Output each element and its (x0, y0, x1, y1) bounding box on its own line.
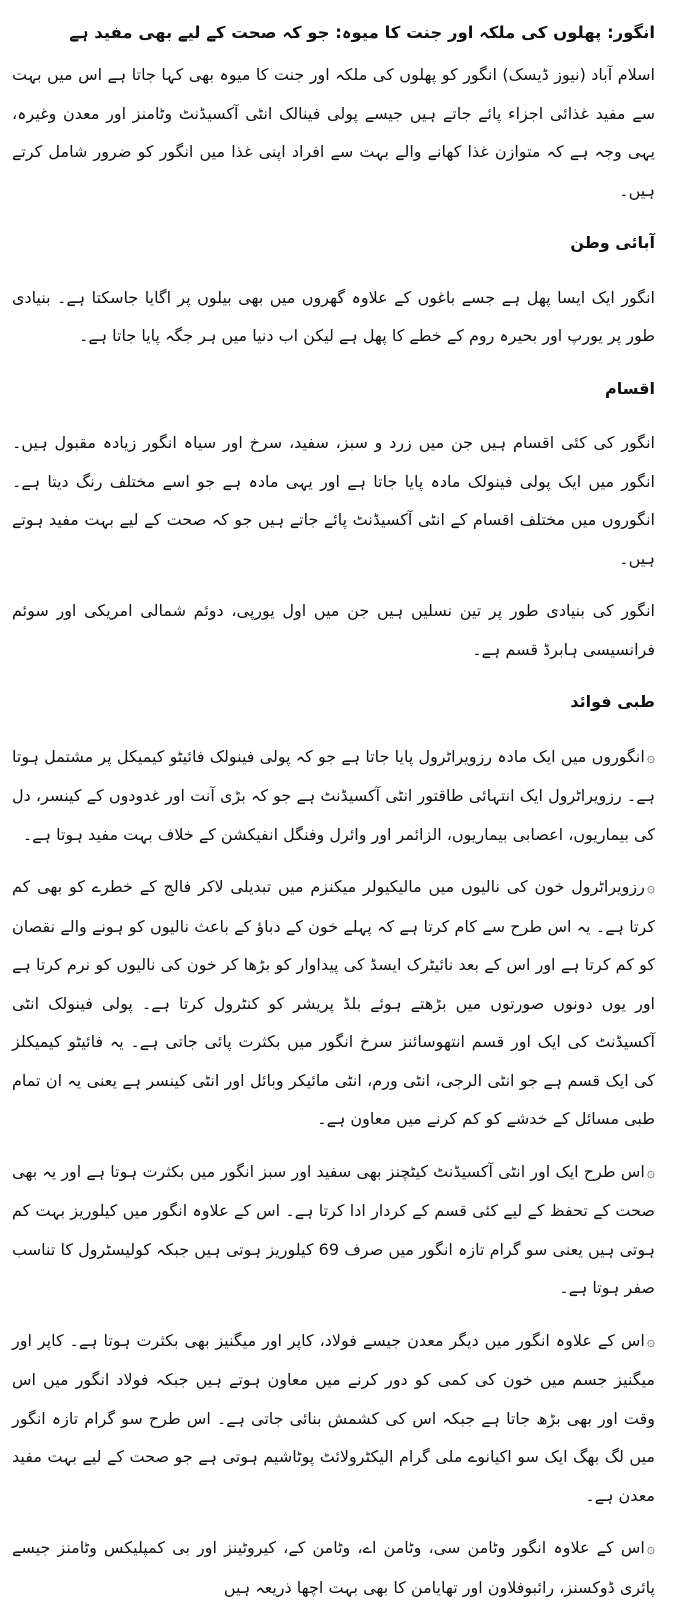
origin-paragraph: انگور ایک ایسا پھل ہے جسے باغوں کے علاوہ گھروں میں بھی بیلوں پر اگایا جاسکتا ہے۔ بنیادی طور پر یورپ اور بحیرہ روم کے خطے کا پھل ہے لیکن اب دنیا میں ہر جگہ پایا جاتا ہے۔ (12, 287, 655, 345)
ornament-bullet-icon: ۞ (646, 749, 655, 766)
ornament-bullet-icon: ۞ (646, 880, 655, 896)
benefit-text: انگوروں میں ایک مادہ رزویراٹرول پایا جاتا ہے جو کہ پولی فینولک فائیٹو کیمیکل پر مشتمل ہوتا ہے۔ رزویراٹرول ایک انتہائی طاقتور انٹی آکسیڈنٹ ہے جو کہ بڑی آنت اور غدودوں کے کینسر، دل کی بیماریوں، اعصابی بیماریوں، الزائمر اور وائرل وفنگل انفیکشن کے خلاف بہت مفید ہوتا ہے۔ (12, 746, 655, 844)
intro-paragraph: اسلام آباد (نیوز ڈیسک) انگور کو پھلوں کی ملکہ اور جنت کا میوہ بھی کہا جاتا ہے اس میں بہت سے مفید غذائی اجزاء پائے جاتے ہیں جیسے پولی فینالک انٹی آکسیڈنٹ وٹامنز اور معدن وغیرہ، یہی وجہ ہے کہ متوازن غذا کھانے والے بہت سے افراد اپنی غذا میں انگور کو ضرور شامل کرتے ہیں۔ (12, 65, 655, 200)
benefit-item (12, 1153, 655, 1308)
benefit-text: اس کے علاوہ انگور وٹامن سی، وٹامن اے، وٹامن کے، کیروٹینز اور بی کمپلیکس وٹامنز جیسے پائری ڈوکسنز، رائبوفلاون اور تھایامن کا بھی بہت اچھا ذریعہ ہیں (12, 1538, 655, 1597)
section-heading-types: اقسام (605, 378, 655, 398)
benefit-item (12, 738, 655, 855)
article-title: انگور: پھلوں کی ملکہ اور جنت کا میوہ: جو کہ صحت کے لیے بھی مفید ہے (69, 23, 655, 42)
benefit-item (12, 1322, 655, 1516)
benefit-text: اس کے علاوہ انگور میں دیگر معدن جیسے فولاد، کاپر اور میگنیز بھی بکثرت ہوتا ہے۔ کاپر اور میگنیز جسم میں خون کی کمی کو دور کرنے میں معاون ہوتے ہیں جبکہ فولاد انگور میں اس وقت اور بھی بڑھ جاتا ہے جبکہ اس کی کشمش بنائی جاتی ہے۔ اس طرح سو گرام تازہ انگور میں لگ بھگ ایک سو اکیانوے ملی گرام الیکٹرولائٹ پوٹاشیم ہوتی ہے جو صحت کے لیے بہت مفید معدن ہے۔ (12, 1330, 655, 1505)
section-heading-origin: آبائی وطن (570, 233, 655, 252)
benefit-text: اس طرح ایک اور انٹی آکسیڈنٹ کیٹچنز بھی سفید اور سبز انگور میں بکثرت ہوتا ہے اور یہ بھی صحت کے تحفظ کے لیے کئی قسم کے کردار ادا کرتا ہے۔ اس کے علاوہ انگور میں کیلوریز بہت کم ہوتی ہیں یعنی سو گرام تازہ انگور میں صرف 69 کیلوریز ہوتی ہیں جبکہ کولیسٹرول کا تناسب صفر ہوتا ہے۔ (12, 1161, 655, 1297)
benefit-item (12, 1529, 655, 1607)
ornament-bullet-icon: ۞ (646, 1541, 655, 1557)
section-heading-benefits: طبی فوائد (570, 692, 655, 711)
types-paragraph-1: انگور کی کئی اقسام ہیں جن میں زرد و سبز، سفید، سرخ اور سیاہ انگور زیادہ مقبول ہیں۔ انگور میں ایک پولی فینولک مادہ پایا جاتا ہے اور یہی مادہ ہے جو اسے مختلف رنگ دیتا ہے۔ انگوروں میں مختلف اقسام کے انٹی آکسیڈنٹ پائے جاتے ہیں جو کہ صحت کے لیے بہت مفید ہوتے ہیں۔ (12, 433, 655, 568)
benefit-item (12, 868, 655, 1139)
types-paragraph-2: انگور کی بنیادی طور پر تین نسلیں ہیں جن میں اول یورپی، دوئم شمالی امریکی اور سوئم فرانسیسی ہابرڈ قسم ہے۔ (12, 601, 655, 659)
benefit-text: رزویراٹرول خون کی نالیوں میں مالیکیولر میکنزم میں تبدیلی لاکر فالج کے خطرے کو بھی کم کرتا ہے۔ یہ اس طرح سے کام کرتا ہے کہ پہلے خون کے دباؤ کے باعث نالیوں کو ہونے والے نقصان کو کم کرتا ہے اور اس کے بعد نائیٹرک ایسڈ کی پیداوار کو بڑھا کر خون کی نالیوں کو نرم کرتا ہے اور یوں دونوں صورتوں میں بڑھتے ہوئے بلڈ پریشر کو کنٹرول کرتا ہے۔ پولی فینولک انٹی آکسیڈنٹ کی ایک اور قسم انتھوسائنز سرخ انگور میں بکثرت پائی جاتی ہے۔ یہ فائیٹو کیمیکلز کی ایک قسم ہے جو انٹی الرجی، انٹی ورم، انٹی مائیکر وبائل اور انٹی کینسر ہے یعنی یہ ان تمام طبی مسائل کے خدشے کو کم کرنے میں معاون ہے۔ (12, 877, 655, 1128)
ornament-bullet-icon: ۞ (646, 1164, 655, 1181)
ornament-bullet-icon: ۞ (646, 1333, 655, 1350)
